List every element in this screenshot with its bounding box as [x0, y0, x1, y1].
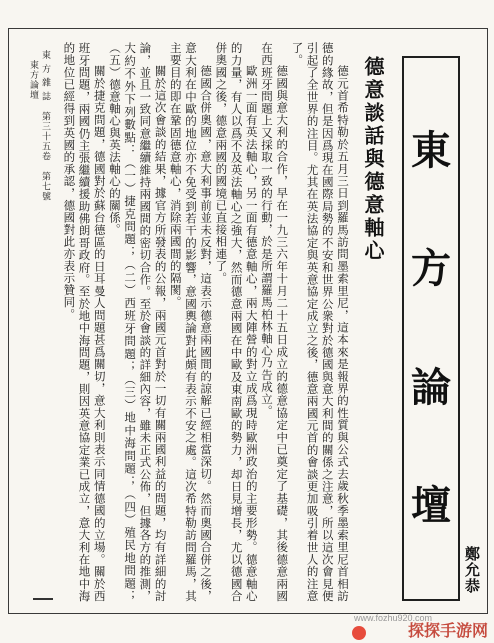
- author-name: 鄭允恭: [463, 546, 481, 594]
- body-paragraph: 德元首希特勒於五月三日到羅馬訪問墨索里尼，這本來是報界的性質與公式去歲秋季墨索里尼首相訪德的緣故，但是因爲現在國際局勢的不安和世界公衆對於德國與意大利間的關係之注意，所以這次會見便引起了全世界的注目。尤其在英法協定與英意協定成立之後，德意兩國元首的會談更加吸引着世人的注意了。: [290, 42, 350, 602]
- column-title-char: 方: [411, 245, 451, 293]
- column-title-box: [402, 56, 460, 601]
- body-paragraph: 關於這次會談的結果，據官方所發表的公報，兩國元首對於一切有關兩國利益的問題，均有詳細的討論，並且一致同意繼續維持兩國間的密切合作。至於會談的詳細內容，雖未正式公佈，但據各方的推測，大約不外下列數點：（一）捷克問題；（二）西班牙問題；（三）地中海問題；（四）殖民地問題；（五）德意軸心與英法軸心的關係。: [107, 42, 168, 602]
- body-paragraph: 德國合併奧國，意大利事前並未反對，這表示德意兩國間的諒解已經相當深切。然而奧國合併之後，意大利在中歐的地位亦不免受到若干的影響，意國輿論對此頗有表示不安之處。這次希特勒訪問羅馬，其主要目的即在鞏固德意軸心，消除兩國間的隔閡。: [168, 42, 214, 602]
- body-paragraph: [60, 42, 61, 602]
- article-body: [60, 42, 350, 602]
- body-paragraph: 德國與意大利的合作，早在一九三六年十月二十五日成立的德意協定中已奠定了基礎，其後德意兩國在西班牙問題上又採取一致的行動，於是所謂羅馬柏林軸心乃告成立。: [259, 42, 290, 602]
- watermark-site-name: 探探手游网: [407, 623, 488, 640]
- running-footer-section: 東方論壇: [28, 60, 38, 100]
- watermark-url: www.fozhu920.com: [353, 613, 432, 623]
- column-title-char: 壇: [411, 481, 451, 529]
- page-dash-mark: [33, 598, 53, 600]
- body-paragraph: 關於捷克問題，德國對於蘇台德區的日耳曼人問題甚爲關切，意大利則表示同情德國的立場。關於西班牙問題，兩國仍主張繼續援助佛朗哥政府。至於地中海問題，則因英意協定業已成立，意大利在地中海的地位已經得到英國的承認，德國對此亦表示贊同。: [62, 42, 107, 602]
- watermark-logo-icon: [352, 626, 366, 640]
- column-title-char: 東: [411, 127, 451, 175]
- column-title-char: 論: [411, 363, 451, 411]
- running-footer-issue: 東 方 雜 誌 第三十五卷 第七號: [40, 50, 50, 202]
- article-title: 德意談話與德意軸心: [361, 56, 385, 263]
- body-paragraph: 歐洲一面有英法軸心，另一面有德意軸心，兩大陣營的對立成爲現時歐洲政治的主要形勢。德意軸心的力量，有人以爲不及英法軸心之強大，然而德意兩國在中歐及東南歐的勢力，却日見增長，尤以德國合併奧國之後，德意兩國的國境已直接相連了。: [214, 42, 259, 602]
